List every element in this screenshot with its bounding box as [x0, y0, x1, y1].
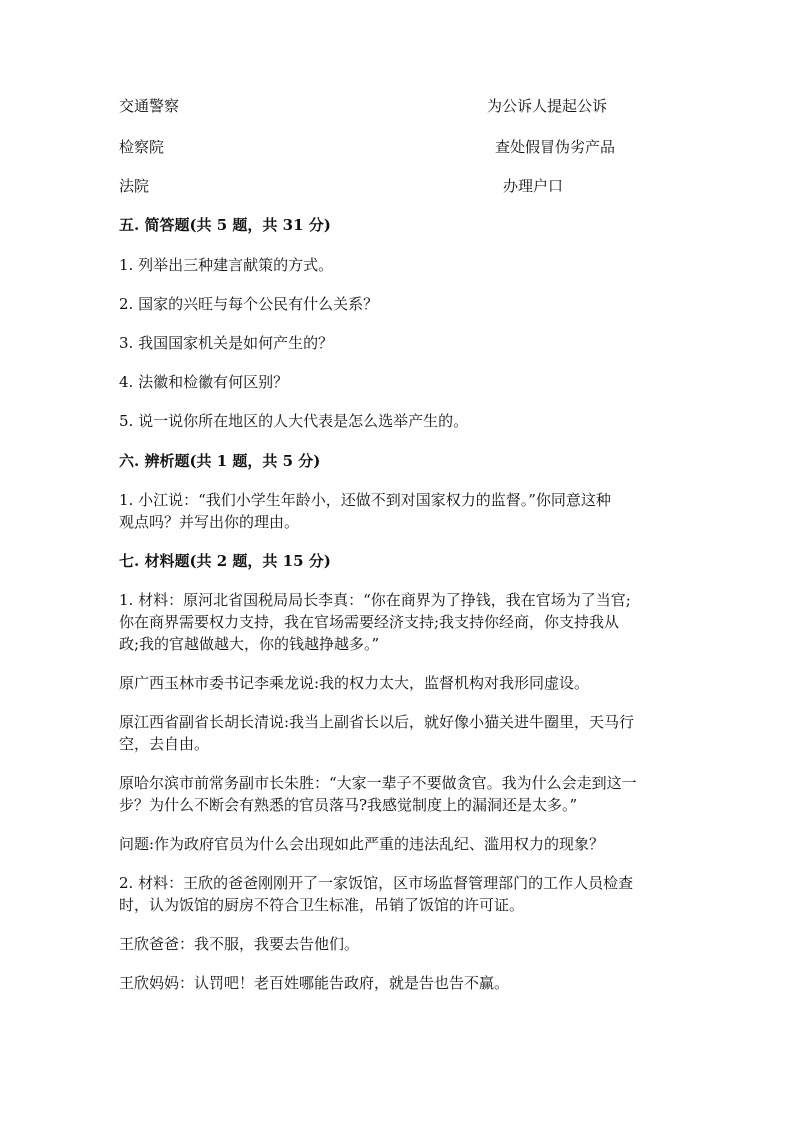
material-1-line-3: 政;我的官越做越大，你的钱越挣越多。” — [119, 635, 380, 653]
section-5-question-3: 3. 我国国家机关是如何产生的？ — [119, 334, 334, 352]
material-2-line-2: 时，认为饭馆的厨房不符合卫生标准，吊销了饭馆的许可证。 — [119, 896, 525, 914]
matching-right-3: 办理户口 — [503, 177, 564, 195]
section-5-heading: 五. 简答题(共 5 题，共 31 分) — [119, 216, 331, 234]
matching-right-1: 为公诉人提起公诉 — [487, 97, 608, 115]
matching-left-1: 交通警察 — [119, 97, 180, 115]
material-1-li-chenglong: 原广西玉林市委书记李乘龙说:我的权力太大，监督机构对我形同虚设。 — [119, 674, 590, 692]
section-6-heading: 六. 辨析题(共 1 题，共 5 分) — [119, 452, 321, 470]
material-1-hu-line-1: 原江西省副省长胡长清说:我当上副省长以后，就好像小猫关进牛圈里，天马行 — [119, 713, 635, 731]
section-5-question-2: 2. 国家的兴旺与每个公民有什么关系？ — [119, 295, 379, 313]
material-2-line-1: 2. 材料：王欣的爸爸刚刚开了一家饭馆，区市场监督管理部门的工作人员检查 — [119, 874, 634, 892]
matching-left-3: 法院 — [119, 177, 150, 195]
section-5-question-5: 5. 说一说你所在地区的人大代表是怎么选举产生的。 — [119, 412, 469, 430]
section-6-q1-line-2: 观点吗？并写出你的理由。 — [119, 513, 300, 531]
material-1-zhu-line-1: 原哈尔滨市前常务副市长朱胜：“大家一辈子不要做贪官。我为什么会走到这一 — [119, 774, 637, 792]
matching-left-2: 检察院 — [119, 138, 165, 156]
material-1-line-2: 你在商界需要权力支持，我在官场需要经济支持;我支持你经商，你支持我从 — [119, 613, 620, 631]
material-2-mother: 王欣妈妈：认罚吧！老百姓哪能告政府，就是告也告不赢。 — [119, 974, 510, 992]
section-5-question-4: 4. 法徽和检徽有何区别？ — [119, 373, 289, 391]
matching-right-2: 查处假冒伪劣产品 — [495, 138, 616, 156]
material-2-father: 王欣爸爸：我不服，我要去告他们。 — [119, 935, 360, 953]
section-6-q1-line-1: 1. 小江说：“我们小学生年龄小，还做不到对国家权力的监督。”你同意这种 — [119, 491, 611, 509]
material-1-question: 问题:作为政府官员为什么会出现如此严重的违法乱纪、滥用权力的现象？ — [119, 835, 605, 853]
material-1-zhu-line-2: 步？为什么不断会有熟悉的官员落马?我感觉制度上的漏洞还是太多。” — [119, 796, 578, 814]
section-5-question-1: 1. 列举出三种建言献策的方式。 — [119, 256, 334, 274]
material-1-line-1: 1. 材料：原河北省国税局局长李真：“你在商界为了挣钱，我在官场为了当官; — [119, 591, 631, 609]
section-7-heading: 七. 材料题(共 2 题，共 15 分) — [119, 552, 331, 570]
material-1-hu-line-2: 空，去自由。 — [119, 735, 210, 753]
